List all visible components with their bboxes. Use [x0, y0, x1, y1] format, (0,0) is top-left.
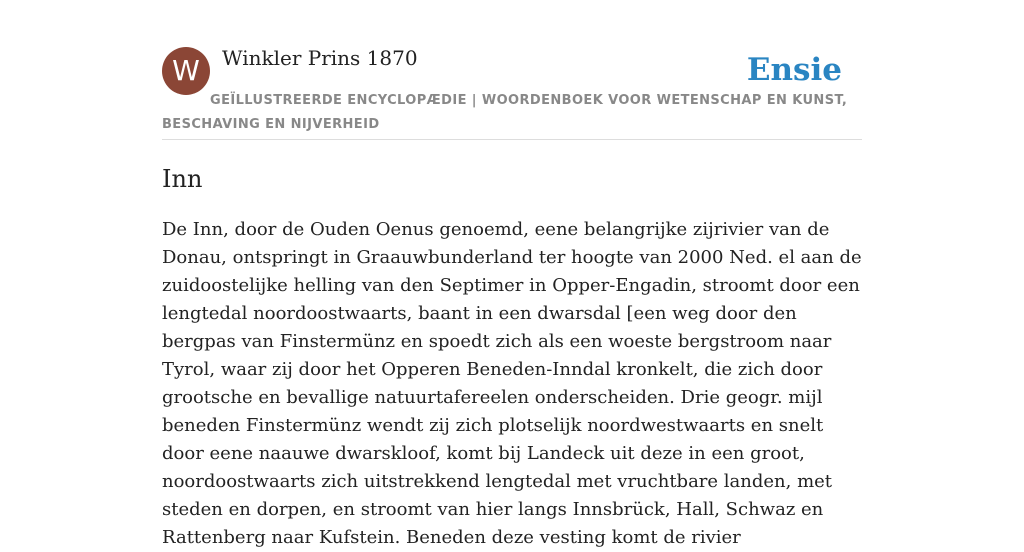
entry-body: De Inn, door de Ouden Oenus genoemd, eene belangrijke zijrivier van de Donau, ontspringt in Graauwbunderland ter hoogte van 2000 Ned. el aan de zuidoostelijke helling van den Septimer in Opper-Engadin, stroomt door een lengtedal noordoostwaarts, baant in een dwarsdal [een weg door den bergpas van Finstermünz en spoedt zich als een woeste bergstroom naar Tyrol, waar zij door het Opperen Beneden-Inndal kronkelt, die zich door grootsche en bevallige natuurtafereelen onderscheiden. Drie geogr. mijl beneden Finstermünz wendt zij zich plotselijk noordwestwaarts en snelt door eene naauwe dwarskloof, komt bij Landeck uit deze in een groot, noordoostwaarts zich uitstrekkend lengtedal met vruchtbare landen, met steden en dorpen, en stroomt van hier langs Innsbrück, Hall, Schwaz en Rattenberg naar Kufstein. Beneden deze vesting komt de rivier	[162, 219, 862, 548]
avatar[interactable]: W	[162, 47, 210, 95]
site-subtitle: GEÏLLUSTREERDE ENCYCLOPÆDIE | WOORDENBOEK VOOR WETENSCHAP EN KUNST, BESCHAVING EN NIJVERHEID	[162, 93, 848, 132]
site-title[interactable]: Winkler Prins 1870	[222, 46, 418, 70]
header-divider	[162, 139, 862, 140]
brand-logo[interactable]: Ensie	[746, 52, 842, 88]
entry-title: Inn	[162, 165, 203, 193]
